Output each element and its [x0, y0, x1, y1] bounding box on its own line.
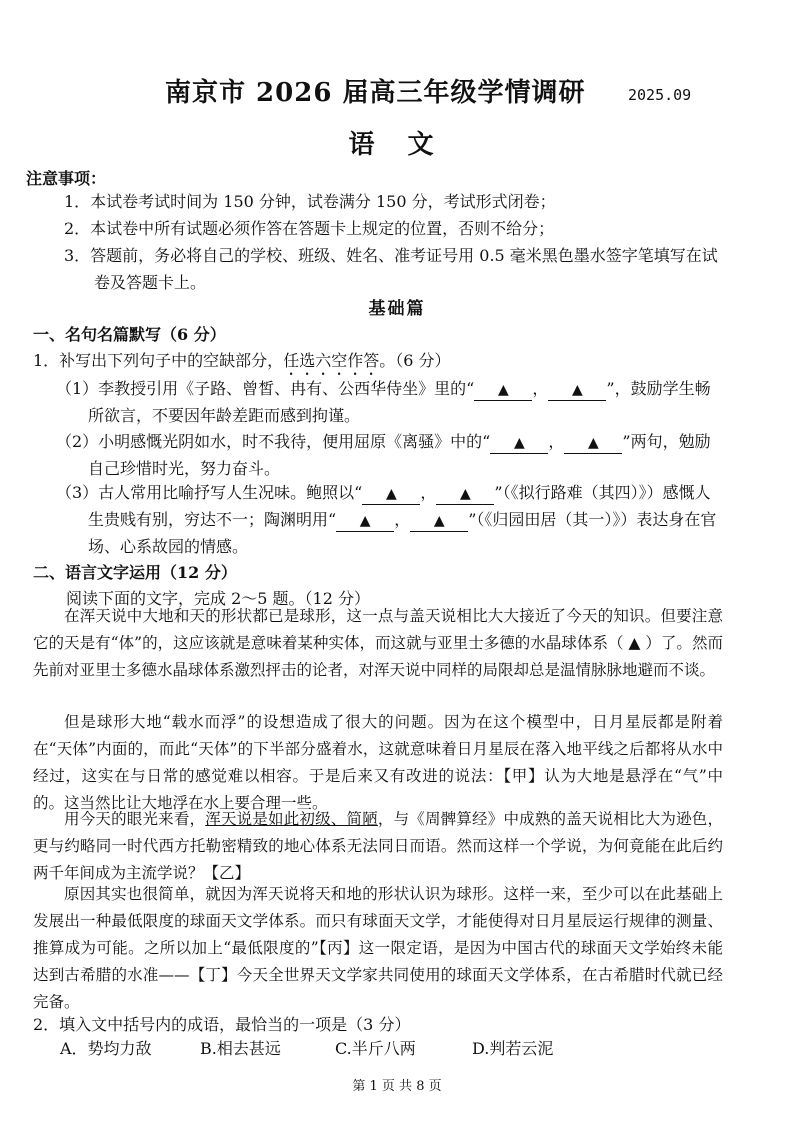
p3-text: ，与《周髀算经》中成熟的盖天说相比大为逊色，更与约略同一时代西方托勒密精致的地心体系无法同日而语。然而这样一个学说，为何竟能在此后约两千年间成为主流学说？【乙】: [33, 810, 723, 882]
answer-blank: ▲: [474, 380, 532, 401]
item-text: ”，鼓励学生畅所欲言，不要因年龄差距而感到拘谨。: [88, 379, 711, 425]
passage-paragraph-3: [33, 806, 723, 887]
exam-date: 2025.09: [628, 86, 692, 104]
answer-blank: ▲: [564, 433, 622, 454]
exam-title: 南京市 2026 届高三年级学情调研: [165, 78, 586, 108]
p3-underlined: 浑天说是如此初级、简陋: [205, 810, 378, 828]
answer-blank: ▲: [362, 484, 420, 505]
item-text: ，: [394, 510, 411, 529]
item-text: （1）李教授引用《子路、曾皙、冉有、公西华侍坐》里的“: [56, 379, 475, 398]
item-text: ，: [532, 379, 549, 398]
reading-instruction: 阅读下面的文字，完成 2～5 题。（12 分）: [66, 589, 370, 608]
option-a: A．势均力敌: [60, 1039, 152, 1058]
item-text: （3）古人常用比喻抒写人生况味。鲍照以“: [56, 483, 363, 502]
part1-heading: 一、名句名篇默写（6 分）: [33, 325, 226, 344]
q1-suffix: 。（6 分）: [379, 351, 451, 370]
option-b: B.相去甚远: [200, 1039, 281, 1058]
answer-blank: ▲: [490, 433, 548, 454]
note-item: 3．答题前，务必将自己的学校、班级、姓名、准考证号用 0.5 毫米黑色墨水签字笔填写在试卷及答题卡上。: [64, 246, 718, 292]
section-title: 基础篇: [368, 299, 426, 319]
answer-blank: ▲: [436, 484, 494, 505]
page-footer: 第 1 页 共 8 页: [352, 1079, 442, 1094]
subject-title: 语 文: [348, 130, 446, 160]
item-text: ，: [548, 432, 565, 451]
part2-heading: 二、语言文字运用（12 分）: [33, 563, 237, 582]
q1-item-1: [56, 375, 726, 429]
answer-blank: ▲: [548, 380, 606, 401]
title-row: [0, 72, 794, 112]
option-d: D.判若云泥: [472, 1039, 554, 1058]
note-item: 2．本试卷中所有试题必须作答在答题卡上规定的位置，否则不给分；: [64, 219, 555, 238]
p3-text: 用今天的眼光来看，: [64, 810, 206, 828]
answer-blank: ▲: [410, 511, 468, 532]
q1-emphasis: 任选六空作答: [283, 351, 380, 370]
passage-paragraph-4: 原因其实也很简单，就因为浑天说将天和地的形状认识为球形。这样一来，至少可以在此基础上发展出一种最低限度的球面天文学体系。而只有球面天文学，才能使得对日月星辰运行规律的测量、推算成为可能。之所以加上“最低限度的”【丙】这一限定语，是因为中国古代的球面天文学始终未能达到古希腊的水准——【丁】今天全世界天文学家共同使用的球面天文学体系，在古希腊时代就已经完备。: [33, 885, 723, 1011]
item-text: ”（《拟行路难（其四）》）感慨人生贵贱有别，穷达不一；陶渊明用“: [88, 483, 711, 529]
q2-stem: 2．填入文中括号内的成语，最恰当的一项是（3 分）: [33, 1015, 411, 1034]
option-c: C.半斤八两: [335, 1039, 416, 1058]
q1-item-2: [56, 428, 726, 482]
q1-item-3: [56, 479, 726, 560]
item-text: （2）小明感慨光阴如水，时不我待，便用屈原《离骚》中的“: [56, 432, 491, 451]
item-text: ”（《归园田居（其一）》）表达身在官场、心系故园的情感。: [88, 510, 717, 556]
q1-prefix: 1．补写出下列句子中的空缺部分，: [33, 351, 284, 370]
answer-blank: ▲: [336, 511, 394, 532]
item-text: ，: [420, 483, 437, 502]
note-item: 1．本试卷考试时间为 150 分钟，试卷满分 150 分，考试形式闭卷；: [64, 192, 556, 211]
notes-heading: 注意事项：: [26, 169, 107, 188]
passage-paragraph-2: 但是球形大地“载水而浮”的设想造成了很大的问题。因为在这个模型中，日月星辰都是附着在“天体”内面的，而此“天体”的下半部分盛着水，这就意味着日月星辰在落入地平线之后都将从水中经过，这实在与日常的感觉难以相容。于是后来又有改进的说法：【甲】认为大地是悬浮在“气”中的。这当然比让大地浮在水上要合理一些。: [33, 713, 723, 812]
passage-paragraph-1: 在浑天说中大地和天的形状都已是球形，这一点与盖天说相比大大接近了今天的知识。但要注意它的天是有“体”的，这应该就是意味着某种实体，而这就与亚里士多德的水晶球体系（ ▲ ）了。然而先前对亚里士多德水晶球体系激烈抨击的论者，对浑天说中同样的局限却总是温情脉脉地避而不谈。: [33, 607, 723, 679]
item-text: ”两句，勉励自己珍惜时光，努力奋斗。: [88, 432, 711, 478]
